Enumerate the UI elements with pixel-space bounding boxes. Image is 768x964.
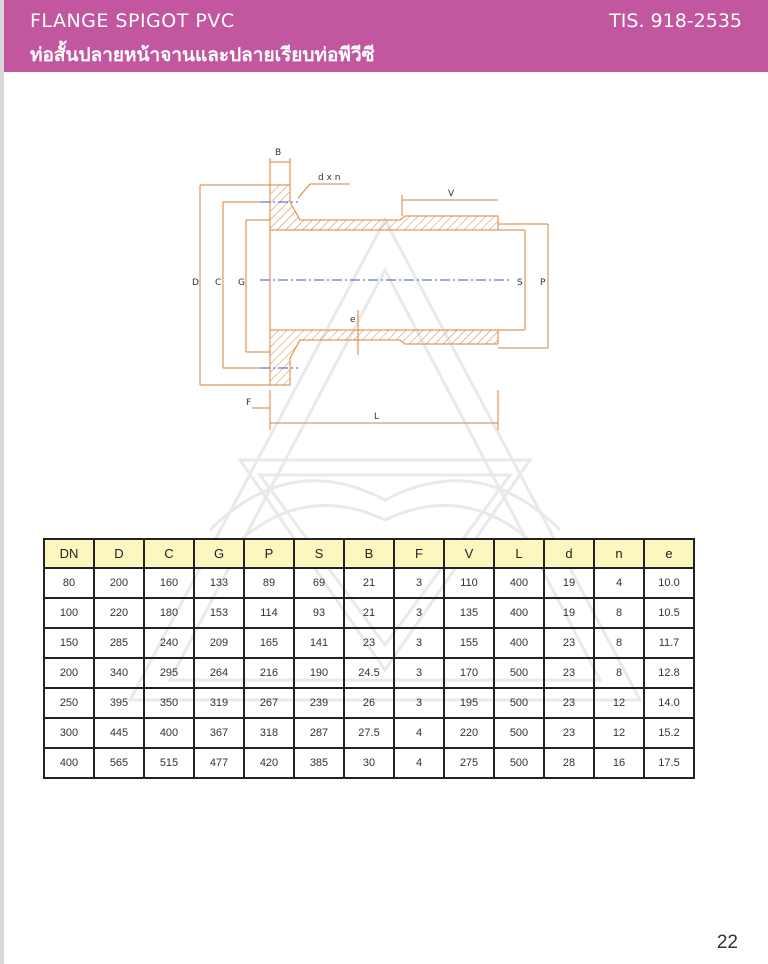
table-cell: 200 bbox=[44, 658, 94, 688]
table-cell: 4 bbox=[594, 568, 644, 598]
table-cell: 565 bbox=[94, 748, 144, 778]
table-cell: 12 bbox=[594, 688, 644, 718]
table-cell: 14.0 bbox=[644, 688, 694, 718]
page-header bbox=[4, 0, 768, 72]
table-cell: 500 bbox=[494, 748, 544, 778]
table-cell: 10.0 bbox=[644, 568, 694, 598]
table-cell: 89 bbox=[244, 568, 294, 598]
page-edge bbox=[0, 0, 4, 964]
label-d: D bbox=[192, 278, 199, 288]
table-cell: 133 bbox=[194, 568, 244, 598]
table-cell: 267 bbox=[244, 688, 294, 718]
table-cell: 30 bbox=[344, 748, 394, 778]
label-p: P bbox=[540, 278, 546, 288]
table-cell: 500 bbox=[494, 718, 544, 748]
table-cell: 285 bbox=[94, 628, 144, 658]
table-cell: 500 bbox=[494, 688, 544, 718]
table-cell: 287 bbox=[294, 718, 344, 748]
table-cell: 500 bbox=[494, 658, 544, 688]
table-cell: 319 bbox=[194, 688, 244, 718]
table-cell: 80 bbox=[44, 568, 94, 598]
table-cell: 250 bbox=[44, 688, 94, 718]
table-cell: 400 bbox=[144, 718, 194, 748]
table-cell: 239 bbox=[294, 688, 344, 718]
table-cell: 19 bbox=[544, 598, 594, 628]
table-cell: 295 bbox=[144, 658, 194, 688]
table-cell: 28 bbox=[544, 748, 594, 778]
table-cell: 160 bbox=[144, 568, 194, 598]
table-cell: 110 bbox=[444, 568, 494, 598]
table-cell: 220 bbox=[94, 598, 144, 628]
column-header: d bbox=[544, 539, 594, 568]
label-l: L bbox=[374, 412, 380, 422]
column-header: V bbox=[444, 539, 494, 568]
table-cell: 3 bbox=[394, 628, 444, 658]
table-cell: 477 bbox=[194, 748, 244, 778]
table-cell: 400 bbox=[494, 568, 544, 598]
table-cell: 69 bbox=[294, 568, 344, 598]
flange-spigot-drawing bbox=[180, 140, 580, 440]
table-cell: 16 bbox=[594, 748, 644, 778]
table-cell: 24.5 bbox=[344, 658, 394, 688]
table-cell: 93 bbox=[294, 598, 344, 628]
table-cell: 155 bbox=[444, 628, 494, 658]
table-row bbox=[44, 718, 694, 748]
table-cell: 420 bbox=[244, 748, 294, 778]
column-header: F bbox=[394, 539, 444, 568]
table-body bbox=[44, 568, 694, 778]
table-cell: 400 bbox=[44, 748, 94, 778]
page-title: FLANGE SPIGOT PVC bbox=[30, 10, 235, 32]
table-cell: 153 bbox=[194, 598, 244, 628]
table-cell: 23 bbox=[544, 718, 594, 748]
table-cell: 216 bbox=[244, 658, 294, 688]
table-cell: 445 bbox=[94, 718, 144, 748]
table-cell: 26 bbox=[344, 688, 394, 718]
page-number: 22 bbox=[716, 932, 738, 953]
table-cell: 350 bbox=[144, 688, 194, 718]
column-header: S bbox=[294, 539, 344, 568]
table-cell: 385 bbox=[294, 748, 344, 778]
table-cell: 135 bbox=[444, 598, 494, 628]
table-row bbox=[44, 568, 694, 598]
page-subtitle: ท่อสั้นปลายหน้าจานและปลายเรียบท่อพีวีซี bbox=[30, 44, 375, 66]
column-header: n bbox=[594, 539, 644, 568]
table-cell: 27.5 bbox=[344, 718, 394, 748]
table-cell: 141 bbox=[294, 628, 344, 658]
table-cell: 23 bbox=[544, 688, 594, 718]
table-cell: 264 bbox=[194, 658, 244, 688]
table-cell: 15.2 bbox=[644, 718, 694, 748]
column-header: L bbox=[494, 539, 544, 568]
table-cell: 4 bbox=[394, 748, 444, 778]
column-header: G bbox=[194, 539, 244, 568]
table-cell: 12.8 bbox=[644, 658, 694, 688]
column-header: DN bbox=[44, 539, 94, 568]
table-cell: 400 bbox=[494, 628, 544, 658]
label-b: B bbox=[275, 148, 282, 158]
table-cell: 10.5 bbox=[644, 598, 694, 628]
table-cell: 23 bbox=[544, 658, 594, 688]
table-cell: 21 bbox=[344, 598, 394, 628]
table-cell: 515 bbox=[144, 748, 194, 778]
table-cell: 3 bbox=[394, 598, 444, 628]
table-cell: 8 bbox=[594, 598, 644, 628]
table-cell: 100 bbox=[44, 598, 94, 628]
table-cell: 3 bbox=[394, 688, 444, 718]
label-f: F bbox=[246, 398, 252, 408]
table-cell: 165 bbox=[244, 628, 294, 658]
table-cell: 12 bbox=[594, 718, 644, 748]
table-cell: 220 bbox=[444, 718, 494, 748]
table-cell: 170 bbox=[444, 658, 494, 688]
table-cell: 8 bbox=[594, 628, 644, 658]
table-cell: 3 bbox=[394, 568, 444, 598]
table-row bbox=[44, 688, 694, 718]
standard-code: TIS. 918-2535 bbox=[609, 10, 742, 32]
table-row bbox=[44, 658, 694, 688]
table-cell: 195 bbox=[444, 688, 494, 718]
table-cell: 3 bbox=[394, 658, 444, 688]
column-header: D bbox=[94, 539, 144, 568]
table-cell: 190 bbox=[294, 658, 344, 688]
label-v: V bbox=[448, 189, 455, 199]
table-row bbox=[44, 748, 694, 778]
table-cell: 19 bbox=[544, 568, 594, 598]
column-header: C bbox=[144, 539, 194, 568]
column-header: P bbox=[244, 539, 294, 568]
label-dxn: d x n bbox=[318, 173, 341, 183]
table-cell: 4 bbox=[394, 718, 444, 748]
column-header: e bbox=[644, 539, 694, 568]
table-cell: 180 bbox=[144, 598, 194, 628]
table-cell: 395 bbox=[94, 688, 144, 718]
table-cell: 340 bbox=[94, 658, 144, 688]
table-cell: 23 bbox=[544, 628, 594, 658]
table-row bbox=[44, 598, 694, 628]
table-row bbox=[44, 628, 694, 658]
dimension-table bbox=[43, 538, 695, 779]
table-cell: 11.7 bbox=[644, 628, 694, 658]
table-cell: 318 bbox=[244, 718, 294, 748]
table-cell: 17.5 bbox=[644, 748, 694, 778]
label-g: G bbox=[238, 278, 245, 288]
table-cell: 367 bbox=[194, 718, 244, 748]
table-cell: 240 bbox=[144, 628, 194, 658]
column-header: B bbox=[344, 539, 394, 568]
table-cell: 150 bbox=[44, 628, 94, 658]
table-cell: 300 bbox=[44, 718, 94, 748]
table-cell: 400 bbox=[494, 598, 544, 628]
label-c: C bbox=[215, 278, 222, 288]
table-cell: 275 bbox=[444, 748, 494, 778]
table-cell: 8 bbox=[594, 658, 644, 688]
table-header-row bbox=[44, 539, 694, 568]
table-cell: 200 bbox=[94, 568, 144, 598]
table-cell: 23 bbox=[344, 628, 394, 658]
label-s: S bbox=[517, 278, 523, 288]
table-cell: 209 bbox=[194, 628, 244, 658]
table-cell: 21 bbox=[344, 568, 394, 598]
table-cell: 114 bbox=[244, 598, 294, 628]
label-e: e bbox=[350, 315, 356, 325]
